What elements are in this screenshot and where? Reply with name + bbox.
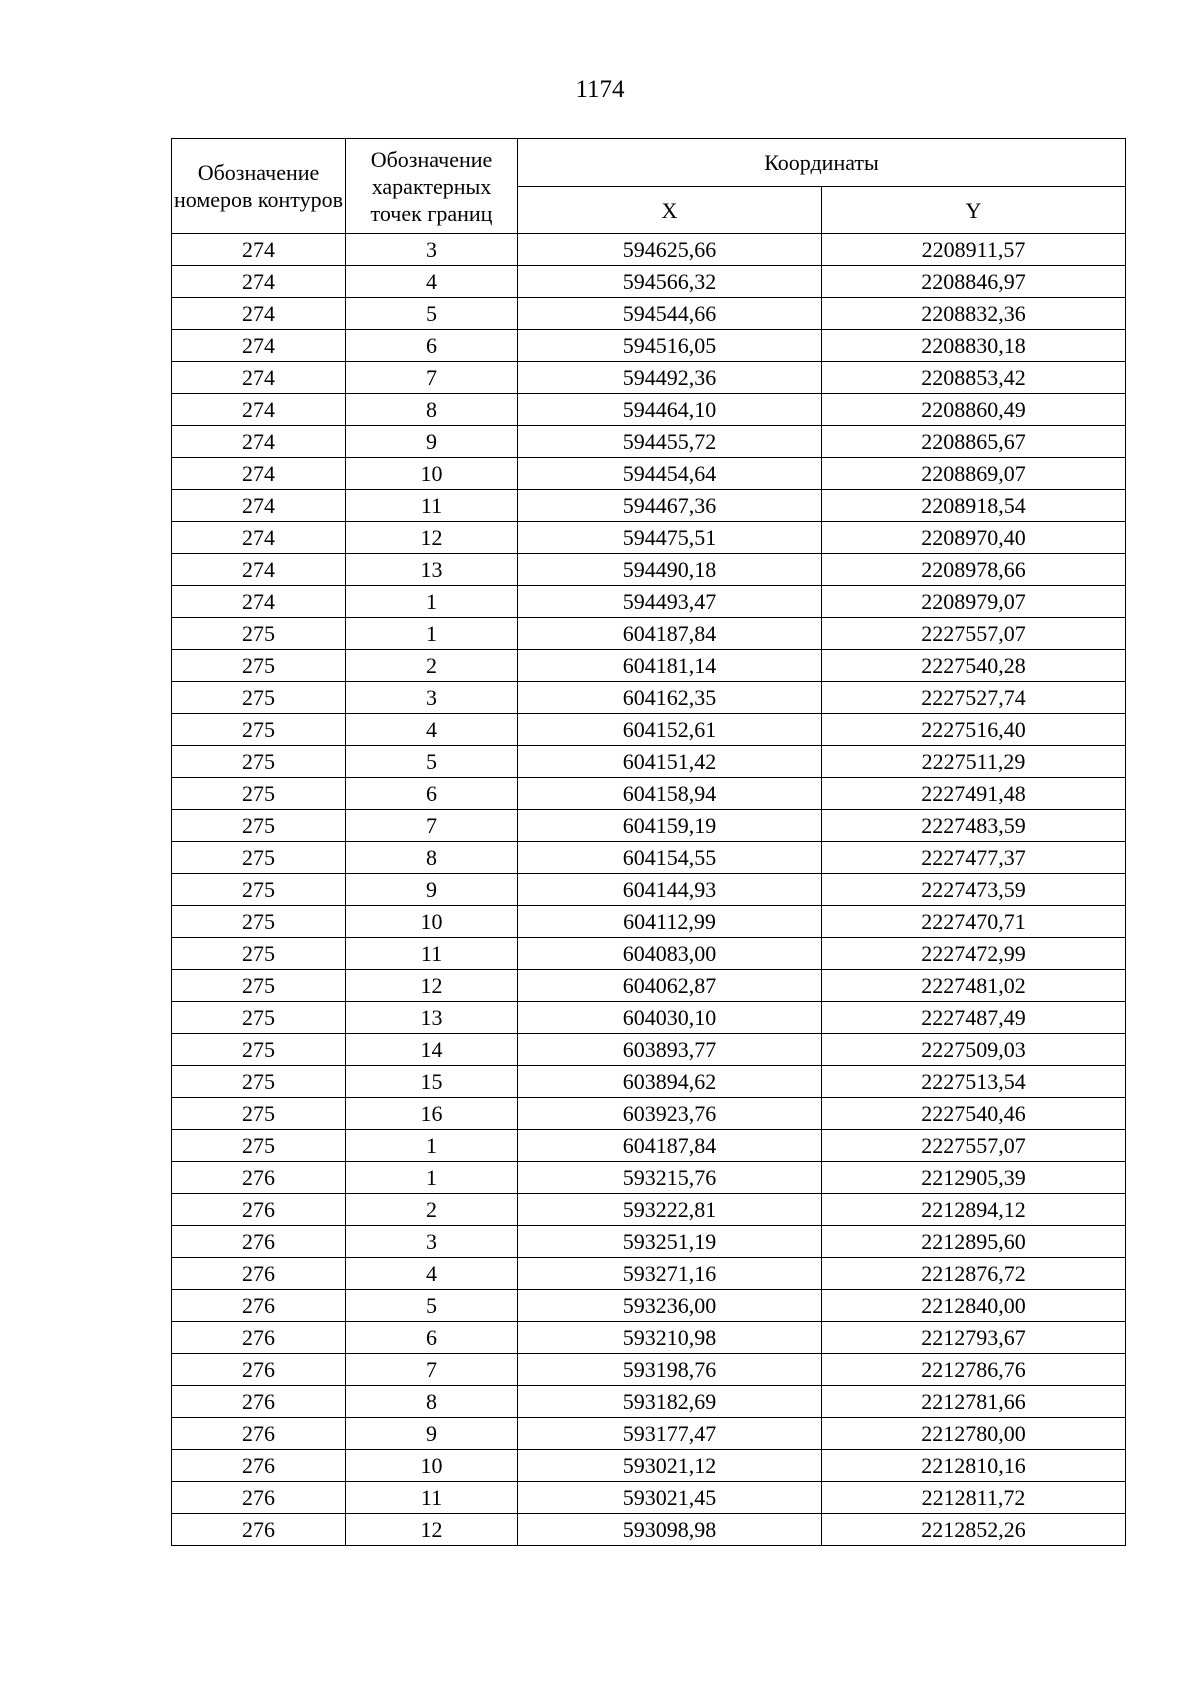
x-coordinate-cell: 603894,62 bbox=[518, 1066, 822, 1098]
y-coordinate-cell: 2227483,59 bbox=[822, 810, 1126, 842]
contour-number-cell: 274 bbox=[172, 298, 346, 330]
header-boundary-point: Обозначение характерных точек границ bbox=[346, 139, 518, 234]
table-row bbox=[172, 746, 1126, 778]
point-number-cell: 3 bbox=[346, 1226, 518, 1258]
x-coordinate-cell: 594493,47 bbox=[518, 586, 822, 618]
contour-number-cell: 275 bbox=[172, 682, 346, 714]
x-coordinate-cell: 604152,61 bbox=[518, 714, 822, 746]
x-coordinate-cell: 593251,19 bbox=[518, 1226, 822, 1258]
point-number-cell: 5 bbox=[346, 746, 518, 778]
table-row bbox=[172, 1226, 1126, 1258]
y-coordinate-cell: 2227481,02 bbox=[822, 970, 1126, 1002]
point-number-cell: 12 bbox=[346, 522, 518, 554]
table-row bbox=[172, 234, 1126, 266]
point-number-cell: 11 bbox=[346, 938, 518, 970]
y-coordinate-cell: 2208911,57 bbox=[822, 234, 1126, 266]
table-row bbox=[172, 1354, 1126, 1386]
x-coordinate-cell: 594454,64 bbox=[518, 458, 822, 490]
contour-number-cell: 276 bbox=[172, 1258, 346, 1290]
point-number-cell: 6 bbox=[346, 1322, 518, 1354]
table-row bbox=[172, 1130, 1126, 1162]
point-number-cell: 11 bbox=[346, 490, 518, 522]
x-coordinate-cell: 593271,16 bbox=[518, 1258, 822, 1290]
point-number-cell: 15 bbox=[346, 1066, 518, 1098]
contour-number-cell: 274 bbox=[172, 330, 346, 362]
x-coordinate-cell: 604158,94 bbox=[518, 778, 822, 810]
x-coordinate-cell: 593222,81 bbox=[518, 1194, 822, 1226]
header-x: X bbox=[518, 187, 822, 234]
x-coordinate-cell: 594516,05 bbox=[518, 330, 822, 362]
point-number-cell: 7 bbox=[346, 810, 518, 842]
y-coordinate-cell: 2227557,07 bbox=[822, 1130, 1126, 1162]
contour-number-cell: 274 bbox=[172, 394, 346, 426]
x-coordinate-cell: 603923,76 bbox=[518, 1098, 822, 1130]
table-row bbox=[172, 778, 1126, 810]
contour-number-cell: 275 bbox=[172, 938, 346, 970]
table-row bbox=[172, 1162, 1126, 1194]
table-row bbox=[172, 1194, 1126, 1226]
table-row bbox=[172, 1514, 1126, 1546]
contour-number-cell: 276 bbox=[172, 1290, 346, 1322]
table-row bbox=[172, 1098, 1126, 1130]
x-coordinate-cell: 604154,55 bbox=[518, 842, 822, 874]
point-number-cell: 9 bbox=[346, 1418, 518, 1450]
table-row bbox=[172, 810, 1126, 842]
table-row bbox=[172, 938, 1126, 970]
y-coordinate-cell: 2208846,97 bbox=[822, 266, 1126, 298]
table-row bbox=[172, 906, 1126, 938]
table-row bbox=[172, 650, 1126, 682]
point-number-cell: 2 bbox=[346, 1194, 518, 1226]
contour-number-cell: 275 bbox=[172, 1098, 346, 1130]
table-row bbox=[172, 554, 1126, 586]
y-coordinate-cell: 2227473,59 bbox=[822, 874, 1126, 906]
x-coordinate-cell: 593098,98 bbox=[518, 1514, 822, 1546]
point-number-cell: 1 bbox=[346, 586, 518, 618]
y-coordinate-cell: 2227513,54 bbox=[822, 1066, 1126, 1098]
y-coordinate-cell: 2212876,72 bbox=[822, 1258, 1126, 1290]
x-coordinate-cell: 604162,35 bbox=[518, 682, 822, 714]
table-row bbox=[172, 970, 1126, 1002]
y-coordinate-cell: 2227557,07 bbox=[822, 618, 1126, 650]
contour-number-cell: 274 bbox=[172, 554, 346, 586]
contour-number-cell: 275 bbox=[172, 1130, 346, 1162]
contour-number-cell: 275 bbox=[172, 1034, 346, 1066]
y-coordinate-cell: 2208869,07 bbox=[822, 458, 1126, 490]
point-number-cell: 4 bbox=[346, 1258, 518, 1290]
point-number-cell: 4 bbox=[346, 266, 518, 298]
x-coordinate-cell: 604151,42 bbox=[518, 746, 822, 778]
x-coordinate-cell: 604062,87 bbox=[518, 970, 822, 1002]
point-number-cell: 6 bbox=[346, 330, 518, 362]
y-coordinate-cell: 2212852,26 bbox=[822, 1514, 1126, 1546]
point-number-cell: 13 bbox=[346, 1002, 518, 1034]
point-number-cell: 10 bbox=[346, 458, 518, 490]
y-coordinate-cell: 2227477,37 bbox=[822, 842, 1126, 874]
table-row bbox=[172, 1290, 1126, 1322]
table-row bbox=[172, 1066, 1126, 1098]
contour-number-cell: 274 bbox=[172, 266, 346, 298]
x-coordinate-cell: 593177,47 bbox=[518, 1418, 822, 1450]
contour-number-cell: 276 bbox=[172, 1226, 346, 1258]
point-number-cell: 11 bbox=[346, 1482, 518, 1514]
y-coordinate-cell: 2227527,74 bbox=[822, 682, 1126, 714]
x-coordinate-cell: 604187,84 bbox=[518, 1130, 822, 1162]
point-number-cell: 5 bbox=[346, 298, 518, 330]
x-coordinate-cell: 593021,12 bbox=[518, 1450, 822, 1482]
x-coordinate-cell: 594467,36 bbox=[518, 490, 822, 522]
x-coordinate-cell: 594625,66 bbox=[518, 234, 822, 266]
table-row bbox=[172, 458, 1126, 490]
contour-number-cell: 276 bbox=[172, 1162, 346, 1194]
contour-number-cell: 275 bbox=[172, 746, 346, 778]
contour-number-cell: 274 bbox=[172, 586, 346, 618]
x-coordinate-cell: 604181,14 bbox=[518, 650, 822, 682]
table-row bbox=[172, 586, 1126, 618]
x-coordinate-cell: 593215,76 bbox=[518, 1162, 822, 1194]
y-coordinate-cell: 2208830,18 bbox=[822, 330, 1126, 362]
y-coordinate-cell: 2208860,49 bbox=[822, 394, 1126, 426]
point-number-cell: 3 bbox=[346, 682, 518, 714]
y-coordinate-cell: 2227509,03 bbox=[822, 1034, 1126, 1066]
contour-number-cell: 276 bbox=[172, 1194, 346, 1226]
y-coordinate-cell: 2212811,72 bbox=[822, 1482, 1126, 1514]
x-coordinate-cell: 593021,45 bbox=[518, 1482, 822, 1514]
y-coordinate-cell: 2208853,42 bbox=[822, 362, 1126, 394]
contour-number-cell: 275 bbox=[172, 970, 346, 1002]
contour-number-cell: 274 bbox=[172, 522, 346, 554]
y-coordinate-cell: 2212781,66 bbox=[822, 1386, 1126, 1418]
point-number-cell: 4 bbox=[346, 714, 518, 746]
point-number-cell: 10 bbox=[346, 1450, 518, 1482]
table-row bbox=[172, 1450, 1126, 1482]
header-coordinates: Координаты bbox=[518, 139, 1126, 187]
y-coordinate-cell: 2208979,07 bbox=[822, 586, 1126, 618]
point-number-cell: 13 bbox=[346, 554, 518, 586]
contour-number-cell: 275 bbox=[172, 874, 346, 906]
x-coordinate-cell: 604159,19 bbox=[518, 810, 822, 842]
x-coordinate-cell: 594490,18 bbox=[518, 554, 822, 586]
contour-number-cell: 276 bbox=[172, 1482, 346, 1514]
table-row bbox=[172, 426, 1126, 458]
table-row bbox=[172, 490, 1126, 522]
point-number-cell: 8 bbox=[346, 394, 518, 426]
point-number-cell: 1 bbox=[346, 1162, 518, 1194]
coordinates-table bbox=[171, 138, 1126, 1546]
table-body bbox=[172, 234, 1126, 1546]
point-number-cell: 7 bbox=[346, 362, 518, 394]
table-row bbox=[172, 874, 1126, 906]
x-coordinate-cell: 594464,10 bbox=[518, 394, 822, 426]
y-coordinate-cell: 2227470,71 bbox=[822, 906, 1126, 938]
table-row bbox=[172, 842, 1126, 874]
contour-number-cell: 276 bbox=[172, 1386, 346, 1418]
y-coordinate-cell: 2212895,60 bbox=[822, 1226, 1126, 1258]
page-number: 1174 bbox=[575, 76, 625, 103]
y-coordinate-cell: 2227540,28 bbox=[822, 650, 1126, 682]
point-number-cell: 8 bbox=[346, 1386, 518, 1418]
contour-number-cell: 276 bbox=[172, 1514, 346, 1546]
x-coordinate-cell: 604112,99 bbox=[518, 906, 822, 938]
table-row bbox=[172, 1418, 1126, 1450]
y-coordinate-cell: 2227516,40 bbox=[822, 714, 1126, 746]
contour-number-cell: 274 bbox=[172, 490, 346, 522]
header-y: Y bbox=[822, 187, 1126, 234]
y-coordinate-cell: 2227472,99 bbox=[822, 938, 1126, 970]
y-coordinate-cell: 2208865,67 bbox=[822, 426, 1126, 458]
header-contour-number: Обозначение номеров контуров bbox=[172, 139, 346, 234]
point-number-cell: 14 bbox=[346, 1034, 518, 1066]
y-coordinate-cell: 2208970,40 bbox=[822, 522, 1126, 554]
contour-number-cell: 275 bbox=[172, 842, 346, 874]
contour-number-cell: 274 bbox=[172, 362, 346, 394]
table-row bbox=[172, 1386, 1126, 1418]
y-coordinate-cell: 2212780,00 bbox=[822, 1418, 1126, 1450]
point-number-cell: 9 bbox=[346, 426, 518, 458]
table-row bbox=[172, 522, 1126, 554]
table-row bbox=[172, 362, 1126, 394]
y-coordinate-cell: 2208978,66 bbox=[822, 554, 1126, 586]
y-coordinate-cell: 2212894,12 bbox=[822, 1194, 1126, 1226]
table-row bbox=[172, 394, 1126, 426]
x-coordinate-cell: 604187,84 bbox=[518, 618, 822, 650]
point-number-cell: 5 bbox=[346, 1290, 518, 1322]
point-number-cell: 6 bbox=[346, 778, 518, 810]
x-coordinate-cell: 594455,72 bbox=[518, 426, 822, 458]
point-number-cell: 10 bbox=[346, 906, 518, 938]
point-number-cell: 9 bbox=[346, 874, 518, 906]
contour-number-cell: 274 bbox=[172, 234, 346, 266]
contour-number-cell: 275 bbox=[172, 650, 346, 682]
x-coordinate-cell: 593198,76 bbox=[518, 1354, 822, 1386]
x-coordinate-cell: 604030,10 bbox=[518, 1002, 822, 1034]
y-coordinate-cell: 2227491,48 bbox=[822, 778, 1126, 810]
y-coordinate-cell: 2212810,16 bbox=[822, 1450, 1126, 1482]
contour-number-cell: 276 bbox=[172, 1354, 346, 1386]
x-coordinate-cell: 594544,66 bbox=[518, 298, 822, 330]
table-header bbox=[172, 139, 1126, 234]
table-row bbox=[172, 682, 1126, 714]
table-row bbox=[172, 266, 1126, 298]
table-row bbox=[172, 1482, 1126, 1514]
table-row bbox=[172, 618, 1126, 650]
contour-number-cell: 275 bbox=[172, 906, 346, 938]
y-coordinate-cell: 2227511,29 bbox=[822, 746, 1126, 778]
x-coordinate-cell: 594566,32 bbox=[518, 266, 822, 298]
table-row bbox=[172, 1034, 1126, 1066]
table-row bbox=[172, 1322, 1126, 1354]
table-row bbox=[172, 298, 1126, 330]
table-row bbox=[172, 330, 1126, 362]
y-coordinate-cell: 2212786,76 bbox=[822, 1354, 1126, 1386]
y-coordinate-cell: 2212905,39 bbox=[822, 1162, 1126, 1194]
table-row bbox=[172, 714, 1126, 746]
point-number-cell: 3 bbox=[346, 234, 518, 266]
x-coordinate-cell: 593210,98 bbox=[518, 1322, 822, 1354]
point-number-cell: 1 bbox=[346, 618, 518, 650]
x-coordinate-cell: 593236,00 bbox=[518, 1290, 822, 1322]
x-coordinate-cell: 594475,51 bbox=[518, 522, 822, 554]
contour-number-cell: 275 bbox=[172, 1066, 346, 1098]
y-coordinate-cell: 2212840,00 bbox=[822, 1290, 1126, 1322]
contour-number-cell: 275 bbox=[172, 1002, 346, 1034]
y-coordinate-cell: 2227540,46 bbox=[822, 1098, 1126, 1130]
x-coordinate-cell: 593182,69 bbox=[518, 1386, 822, 1418]
contour-number-cell: 275 bbox=[172, 810, 346, 842]
point-number-cell: 8 bbox=[346, 842, 518, 874]
point-number-cell: 1 bbox=[346, 1130, 518, 1162]
contour-number-cell: 275 bbox=[172, 714, 346, 746]
x-coordinate-cell: 603893,77 bbox=[518, 1034, 822, 1066]
table-row bbox=[172, 1002, 1126, 1034]
y-coordinate-cell: 2212793,67 bbox=[822, 1322, 1126, 1354]
point-number-cell: 12 bbox=[346, 970, 518, 1002]
x-coordinate-cell: 604144,93 bbox=[518, 874, 822, 906]
x-coordinate-cell: 594492,36 bbox=[518, 362, 822, 394]
point-number-cell: 7 bbox=[346, 1354, 518, 1386]
y-coordinate-cell: 2227487,49 bbox=[822, 1002, 1126, 1034]
contour-number-cell: 274 bbox=[172, 426, 346, 458]
point-number-cell: 12 bbox=[346, 1514, 518, 1546]
y-coordinate-cell: 2208832,36 bbox=[822, 298, 1126, 330]
x-coordinate-cell: 604083,00 bbox=[518, 938, 822, 970]
contour-number-cell: 276 bbox=[172, 1322, 346, 1354]
contour-number-cell: 276 bbox=[172, 1450, 346, 1482]
y-coordinate-cell: 2208918,54 bbox=[822, 490, 1126, 522]
contour-number-cell: 275 bbox=[172, 778, 346, 810]
contour-number-cell: 276 bbox=[172, 1418, 346, 1450]
table-row bbox=[172, 1258, 1126, 1290]
contour-number-cell: 275 bbox=[172, 618, 346, 650]
point-number-cell: 16 bbox=[346, 1098, 518, 1130]
contour-number-cell: 274 bbox=[172, 458, 346, 490]
point-number-cell: 2 bbox=[346, 650, 518, 682]
